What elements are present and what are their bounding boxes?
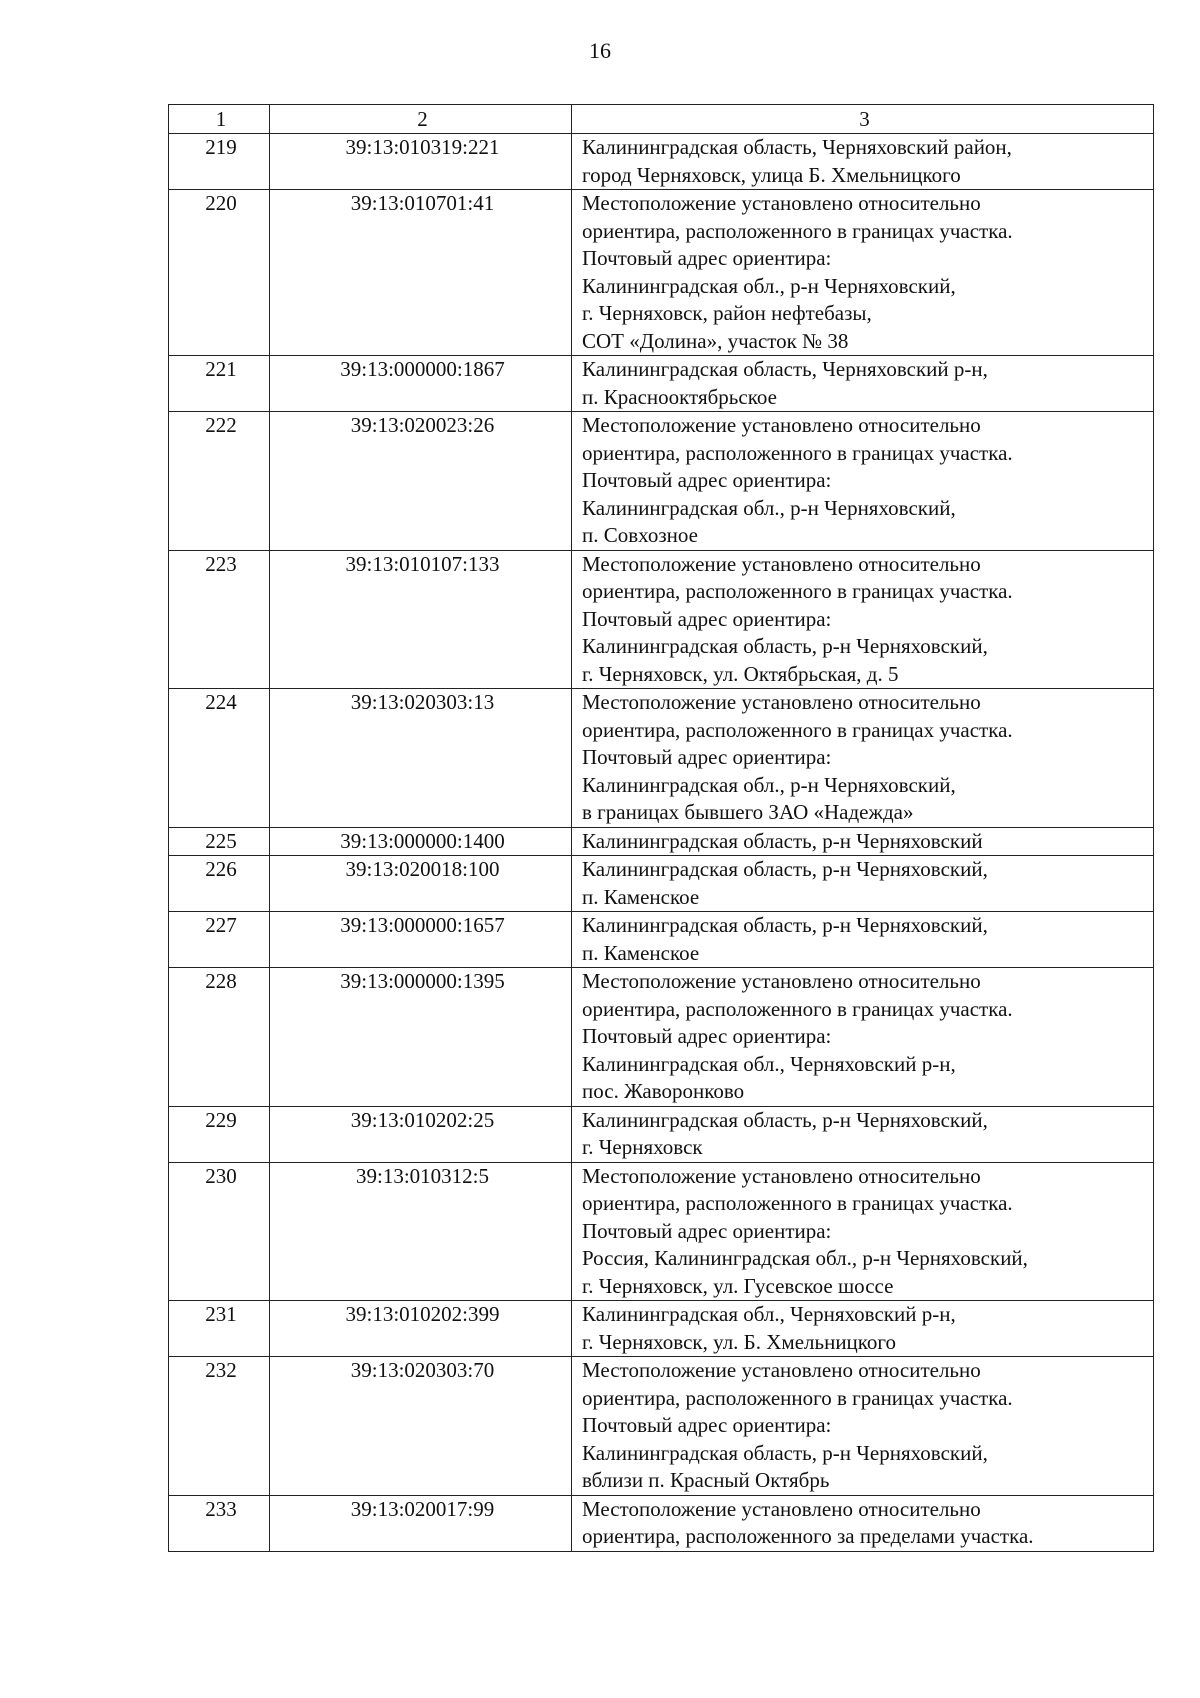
table-row xyxy=(169,356,1154,412)
cadastral-number: 39:13:020023:26 xyxy=(270,412,572,551)
address-line: город Черняховск, улица Б. Хмельницкого xyxy=(582,162,961,187)
address-line: г. Черняховск, ул. Гусевское шоссе xyxy=(582,1273,894,1298)
table-row xyxy=(169,912,1154,968)
address-line: ориентира, расположенного в границах участка. xyxy=(582,579,1013,603)
row-number: 222 xyxy=(169,412,270,551)
address-line: Калининградская область, р-н Черняховский, xyxy=(582,913,988,937)
address-line: ориентира, расположенного в границах участка. xyxy=(582,218,1013,243)
address-line: Калининградская область, р-н Черняховский, xyxy=(582,857,988,881)
address-cell xyxy=(572,356,1154,412)
row-number: 220 xyxy=(169,190,270,356)
address-line: СОТ «Долина», участок № 38 xyxy=(582,328,849,353)
column-header-cadastral: 2 xyxy=(270,105,572,134)
address-line: вблизи п. Красный Октябрь xyxy=(582,1468,830,1492)
address-line: Почтовый адрес ориентира: xyxy=(582,468,832,492)
table-body xyxy=(169,134,1154,1552)
cadastral-number: 39:13:020303:70 xyxy=(270,1357,572,1496)
address-line: г. Черняховск, район нефтебазы, xyxy=(582,301,872,325)
address-cell xyxy=(572,190,1154,356)
table-row xyxy=(169,1162,1154,1301)
cadastral-number: 39:13:000000:1400 xyxy=(270,827,572,856)
address-line: пос. Жаворонково xyxy=(582,1079,745,1103)
row-number: 230 xyxy=(169,1162,270,1301)
address-cell xyxy=(572,550,1154,689)
page-number: 16 xyxy=(589,38,611,63)
row-number: 223 xyxy=(169,550,270,689)
table-row xyxy=(169,827,1154,856)
address-line: Калининградская обл., р-н Черняховский, xyxy=(582,495,956,520)
address-cell xyxy=(572,689,1154,828)
address-cell xyxy=(572,856,1154,912)
table-row xyxy=(169,1106,1154,1162)
address-line: Калининградская обл., р-н Черняховский, xyxy=(582,273,956,298)
address-line: Местоположение установлено относительно xyxy=(582,1358,981,1382)
cadastral-number: 39:13:020017:99 xyxy=(270,1495,572,1551)
address-line: Россия, Калининградская обл., р-н Черняховский, xyxy=(582,1246,1028,1270)
address-cell xyxy=(572,968,1154,1107)
cadastral-number: 39:13:000000:1395 xyxy=(270,968,572,1107)
address-line: Калининградская обл., Черняховский р-н, xyxy=(582,1051,956,1076)
address-line: Почтовый адрес ориентира: xyxy=(582,1024,832,1048)
address-cell xyxy=(572,1106,1154,1162)
table-row xyxy=(169,968,1154,1107)
cadastral-number: 39:13:000000:1867 xyxy=(270,356,572,412)
table-row xyxy=(169,856,1154,912)
address-cell xyxy=(572,1162,1154,1301)
address-line: Почтовый адрес ориентира: xyxy=(582,1413,832,1437)
table-row xyxy=(169,550,1154,689)
address-line: Калининградская область, р-н Черняховский xyxy=(582,828,983,853)
table-row xyxy=(169,134,1154,190)
address-cell xyxy=(572,134,1154,190)
address-line: ориентира, расположенного в границах участка. xyxy=(582,440,1013,465)
address-line: Калининградская обл., Черняховский р-н, xyxy=(582,1302,956,1326)
address-line: Местоположение установлено относительно xyxy=(582,1496,981,1521)
table-row xyxy=(169,190,1154,356)
table-row xyxy=(169,1495,1154,1551)
cadastral-number: 39:13:010107:133 xyxy=(270,550,572,689)
address-line: ориентира, расположенного за пределами участка. xyxy=(582,1524,1034,1548)
address-line: г. Черняховск, ул. Октябрьская, д. 5 xyxy=(582,661,899,686)
table-row xyxy=(169,1301,1154,1357)
column-header-number: 1 xyxy=(169,105,270,134)
address-cell xyxy=(572,1495,1154,1551)
cadastral-number: 39:13:010319:221 xyxy=(270,134,572,190)
address-line: Почтовый адрес ориентира: xyxy=(582,606,832,631)
address-cell xyxy=(572,1357,1154,1496)
table-row xyxy=(169,412,1154,551)
address-line: г. Черняховск, ул. Б. Хмельницкого xyxy=(582,1329,897,1354)
table-row xyxy=(169,689,1154,828)
row-number: 224 xyxy=(169,689,270,828)
row-number: 226 xyxy=(169,856,270,912)
address-line: Калининградская область, Черняховский район, xyxy=(582,135,1012,159)
address-line: Местоположение установлено относительно xyxy=(582,551,981,576)
address-line: Калининградская обл., р-н Черняховский, xyxy=(582,772,956,797)
address-line: п. Краснооктябрьское xyxy=(582,384,777,409)
address-line: ориентира, расположенного в границах участка. xyxy=(582,717,1013,742)
address-line: п. Совхозное xyxy=(582,523,698,547)
row-number: 225 xyxy=(169,827,270,856)
address-line: Калининградская область, р-н Черняховский, xyxy=(582,1107,988,1132)
table-row xyxy=(169,1357,1154,1496)
address-cell xyxy=(572,412,1154,551)
address-line: ориентира, расположенного в границах участка. xyxy=(582,996,1013,1021)
address-line: Почтовый адрес ориентира: xyxy=(582,745,832,769)
address-line: Местоположение установлено относительно xyxy=(582,1163,981,1188)
cadastral-number: 39:13:020018:100 xyxy=(270,856,572,912)
cadastral-number: 39:13:010701:41 xyxy=(270,190,572,356)
cadastral-number: 39:13:010312:5 xyxy=(270,1162,572,1301)
address-cell xyxy=(572,1301,1154,1357)
row-number: 219 xyxy=(169,134,270,190)
address-line: в границах бывшего ЗАО «Надежда» xyxy=(582,800,914,824)
cadastral-number: 39:13:000000:1657 xyxy=(270,912,572,968)
cadastral-number: 39:13:010202:25 xyxy=(270,1106,572,1162)
address-cell xyxy=(572,827,1154,856)
cadastral-number: 39:13:010202:399 xyxy=(270,1301,572,1357)
row-number: 227 xyxy=(169,912,270,968)
address-line: Почтовый адрес ориентира: xyxy=(582,246,832,270)
land-plot-table xyxy=(168,104,1154,1552)
row-number: 228 xyxy=(169,968,270,1107)
address-line: ориентира, расположенного в границах участка. xyxy=(582,1191,1013,1215)
address-line: п. Каменское xyxy=(582,940,700,965)
address-line: Местоположение установлено относительно xyxy=(582,969,981,993)
address-line: ориентира, расположенного в границах участка. xyxy=(582,1385,1013,1410)
address-line: Местоположение установлено относительно xyxy=(582,191,981,215)
row-number: 221 xyxy=(169,356,270,412)
address-line: Калининградская область, р-н Черняховский, xyxy=(582,1440,988,1465)
row-number: 233 xyxy=(169,1495,270,1551)
address-line: Калининградская область, р-н Черняховский, xyxy=(582,634,988,658)
address-line: п. Каменское xyxy=(582,884,700,909)
address-line: г. Черняховск xyxy=(582,1135,703,1159)
address-line: Местоположение установлено относительно xyxy=(582,690,981,714)
row-number: 229 xyxy=(169,1106,270,1162)
row-number: 232 xyxy=(169,1357,270,1496)
address-line: Почтовый адрес ориентира: xyxy=(582,1218,832,1243)
address-line: Местоположение установлено относительно xyxy=(582,413,981,437)
column-header-address: 3 xyxy=(572,105,1154,134)
table-header-row xyxy=(169,105,1154,134)
cadastral-number: 39:13:020303:13 xyxy=(270,689,572,828)
address-line: Калининградская область, Черняховский р-н, xyxy=(582,357,988,381)
row-number: 231 xyxy=(169,1301,270,1357)
address-cell xyxy=(572,912,1154,968)
